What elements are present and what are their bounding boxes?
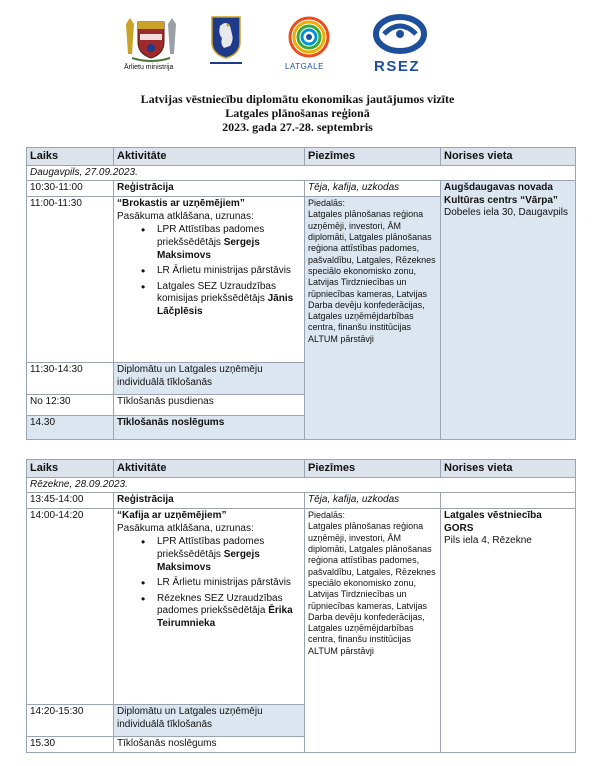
- activity-cell: Reģistrācija: [114, 493, 305, 509]
- heading-line-3: 2023. gada 27.-28. septembris: [222, 120, 373, 134]
- column-header-notes: Piezīmes: [305, 460, 441, 478]
- heading-line-1: Latvijas vēstniecību diplomātu ekonomikas jautājumos vizīte: [140, 92, 455, 106]
- event-title: “Brokastis ar uzņēmējiem”: [117, 198, 245, 210]
- time-cell: 13:45-14:00: [27, 493, 114, 509]
- latgale-label: LATGALE: [285, 62, 324, 71]
- latgale-ring-icon: [284, 14, 334, 62]
- activity-cell: [114, 509, 305, 705]
- event-intro: Pasākuma atklāšana, uzrunas:: [117, 210, 254, 222]
- activity-cell: Reģistrācija: [114, 181, 305, 197]
- event-title: “Kafija ar uzņēmējiem”: [117, 510, 227, 522]
- venue-cell: [441, 509, 576, 753]
- column-header-activity: Aktivitāte: [114, 460, 305, 478]
- time-cell: 11:30-14:30: [27, 363, 114, 395]
- time-cell: 10:30-11:00: [27, 181, 114, 197]
- venue-cell: [441, 181, 576, 440]
- speaker-role: LR Ārlietu ministrijas pārstāvis: [157, 265, 291, 277]
- column-header-time: Laiks: [27, 460, 114, 478]
- speaker-item: [157, 593, 301, 631]
- logo-bar: [0, 14, 595, 76]
- time-cell: 14.30: [27, 416, 114, 440]
- column-header-time: Laiks: [27, 148, 114, 166]
- date-cell: Rēzekne, 28.09.2023.: [27, 477, 576, 493]
- column-header-notes: Piezīmes: [305, 148, 441, 166]
- griffin-crest-icon: [208, 14, 244, 60]
- speaker-item: [157, 265, 301, 278]
- venue-address: Pils iela 4, Rēzekne: [444, 535, 532, 547]
- venue-cell-empty: [441, 493, 576, 509]
- time-cell: 14:20-15:30: [27, 705, 114, 737]
- event-intro: Pasākuma atklāšana, uzrunas:: [117, 522, 254, 534]
- speaker-name: Jānis Lāčplēsis: [157, 293, 294, 317]
- speaker-name: Sergejs Maksimovs: [157, 548, 260, 573]
- table-header-row: [27, 148, 576, 166]
- table-row: [27, 493, 576, 509]
- column-header-venue: Norises vieta: [441, 148, 576, 166]
- speaker-name: Sergejs Maksimovs: [157, 236, 260, 261]
- activity-cell: Tīklošanās noslēgums: [114, 737, 305, 753]
- column-header-activity: Aktivitāte: [114, 148, 305, 166]
- column-header-venue: Norises vieta: [441, 460, 576, 478]
- ministry-of-foreign-affairs-logo: [118, 14, 184, 71]
- heading-line-2: Latgales plānošanas reģionā: [225, 106, 370, 120]
- participants-notes-cell: Piedalās: Latgales plānošanas reģiona uzņēmēji, investori, ĀM diplomāti, Latgales plānošanas reģiona attīstības padomes, pašvaldību, Latgales, Rēzeknes speciālo ekonomisko zonu, Latvijas Tirdzniecības un rūpniecības kameras, Latvijas Darba devēju konfederācijas, Latgales uzņēmējdarbības centra, finanšu institūcijas ALTUM pārstāvji: [305, 197, 441, 440]
- speaker-item: [157, 577, 301, 590]
- time-cell: 14:00-14:20: [27, 509, 114, 705]
- rsez-label: RSEZ: [374, 58, 421, 75]
- speaker-item: [157, 224, 301, 262]
- document-heading: [0, 92, 595, 134]
- speaker-item: [157, 281, 301, 319]
- speaker-role: LR Ārlietu ministrijas pārstāvis: [157, 577, 291, 589]
- venue-address: Dobeles iela 30, Daugavpils: [444, 207, 568, 219]
- ministry-label: Ārlietu ministrija: [124, 64, 174, 71]
- speaker-item: [157, 536, 301, 574]
- date-row: [27, 165, 576, 181]
- speaker-role: Rēzeknes SEZ Uzraudzības padomes priekšsēdētāja: [157, 592, 283, 617]
- schedule-table-day-1: [26, 147, 576, 440]
- venue-name: Augšdaugavas novada Kultūras centrs “Vārpa”: [444, 182, 558, 206]
- notes-cell: Tēja, kafija, uzkodas: [305, 493, 441, 509]
- crest-caption-line: [210, 62, 242, 64]
- date-row: [27, 477, 576, 493]
- rsez-emblem-icon: [370, 14, 430, 54]
- time-cell: 11:00-11:30: [27, 197, 114, 363]
- table-row: [27, 509, 576, 705]
- rsez-logo: [370, 14, 430, 75]
- notes-cell: Tēja, kafija, uzkodas: [305, 181, 441, 197]
- latvia-coat-of-arms-icon: [118, 14, 184, 62]
- time-cell: 15.30: [27, 737, 114, 753]
- time-cell: No 12:30: [27, 395, 114, 416]
- speaker-list: [117, 536, 301, 630]
- activity-cell: Tīklošanās noslēgums: [114, 416, 305, 440]
- activity-cell: Diplomātu un Latgales uzņēmēju individuālā tīklošanās: [114, 363, 305, 395]
- speaker-role: LPR Attīstības padomes priekšsēdētājs: [157, 224, 265, 248]
- participants-notes-cell: Piedalās: Latgales plānošanas reģiona uzņēmēji, investori, ĀM diplomāti, Latgales plānošanas reģiona attīstības padomes, pašvaldību, Latgales, Rēzeknes speciālo ekonomisko zonu, Latvijas Tirdzniecības un rūpniecības kameras, Latvijas Darba devēju konfederācijas, Latgales uzņēmējdarbības centra, finanšu institūcijas ALTUM pārstāvji: [305, 509, 441, 753]
- activity-cell: [114, 197, 305, 363]
- speaker-role: Latgales SEZ Uzraudzības komisijas priekšsēdētājs: [157, 280, 276, 305]
- table-header-row: [27, 460, 576, 478]
- table-row: [27, 181, 576, 197]
- latgale-region-crest-logo: [208, 14, 244, 65]
- date-cell: Daugavpils, 27.09.2023.: [27, 165, 576, 181]
- speaker-list: [117, 224, 301, 318]
- speaker-name: Ērika Teirumnieka: [157, 605, 293, 629]
- schedule-table-day-2: [26, 459, 576, 753]
- latgale-brand-logo: [284, 14, 334, 71]
- activity-cell: Diplomātu un Latgales uzņēmēju individuālā tīklošanās: [114, 705, 305, 737]
- activity-cell: Tīklošanās pusdienas: [114, 395, 305, 416]
- venue-name: Latgales vēstniecība GORS: [444, 510, 542, 534]
- speaker-role: LPR Attīstības padomes priekšsēdētājs: [157, 536, 265, 560]
